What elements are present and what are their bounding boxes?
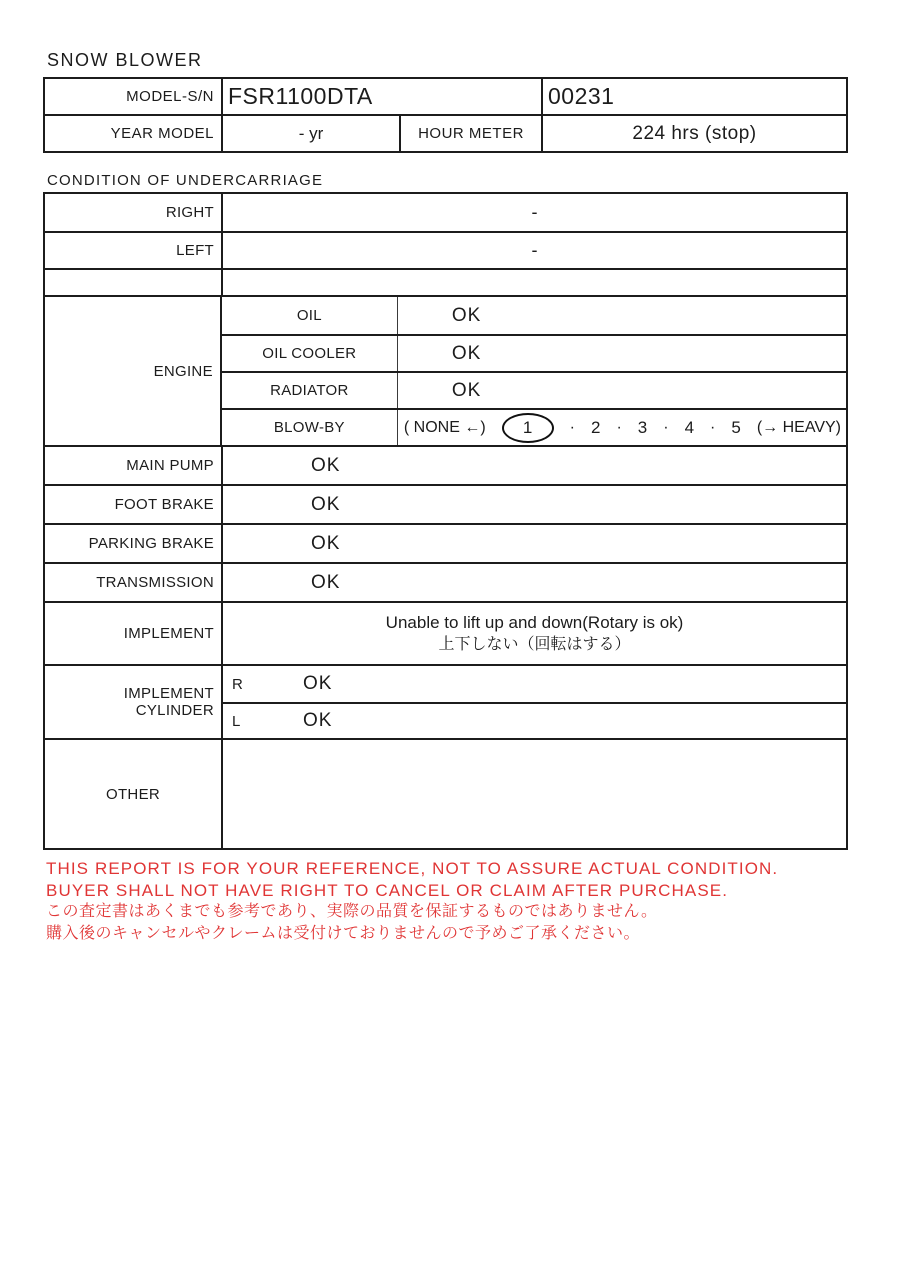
- disclaimer-line-3: この査定書はあくまでも参考であり、実際の品質を保証するものではありません。: [46, 903, 658, 920]
- other-value: [223, 740, 846, 848]
- foot-brake-value: OK: [311, 493, 341, 515]
- spacer-value-cell: [223, 270, 846, 295]
- left-label: LEFT: [45, 233, 223, 268]
- year-model-value: - yr: [223, 116, 401, 151]
- oil-cooler-label: OIL COOLER: [222, 336, 398, 371]
- disclaimer: [46, 858, 778, 944]
- cylinder-r-label: R: [232, 675, 243, 693]
- implement-label: IMPLEMENT: [45, 603, 223, 664]
- undercarriage-section-title: CONDITION OF UNDERCARRIAGE: [47, 172, 324, 189]
- blowby-dot: ·: [710, 418, 716, 436]
- blowby-dot: ·: [569, 418, 575, 436]
- blowby-scale-5: 5: [731, 417, 741, 437]
- left-value-text: -: [531, 240, 538, 260]
- cylinder-r-value: OK: [303, 673, 333, 694]
- table-row-oil: [222, 297, 846, 334]
- disclaimer-line-1: THIS REPORT IS FOR YOUR REFERENCE, NOT TO ASSURE ACTUAL CONDITION.: [46, 859, 779, 878]
- oil-cooler-value: OK: [451, 342, 482, 364]
- table-row: [45, 79, 846, 114]
- table-row-blowby: [222, 408, 846, 445]
- transmission-label: TRANSMISSION: [45, 564, 223, 601]
- model-value: FSR1100DTA: [223, 79, 543, 114]
- spacer-label-cell: [45, 270, 223, 295]
- cylinder-l-label: L: [232, 712, 241, 730]
- oil-label: OIL: [222, 297, 398, 334]
- left-value: [223, 233, 846, 268]
- table-row-implement: [45, 601, 846, 664]
- page-title: SNOW BLOWER: [47, 50, 203, 70]
- parking-brake-label: PARKING BRAKE: [45, 525, 223, 562]
- blowby-label: BLOW-BY: [222, 410, 398, 445]
- serial-number-value: 00231: [548, 83, 615, 109]
- oil-value: OK: [451, 304, 482, 326]
- engine-sub-rows: [222, 297, 846, 445]
- header-table: [43, 77, 848, 153]
- right-label: RIGHT: [45, 194, 223, 231]
- hour-meter-value: 224 hrs (stop): [632, 122, 757, 144]
- parking-brake-value: OK: [311, 532, 341, 554]
- condition-table: [43, 192, 848, 850]
- implement-note-en: Unable to lift up and down(Rotary is ok): [385, 612, 684, 632]
- implement-note-jp: 上下しない（回転はする）: [438, 635, 631, 653]
- main-pump-label: MAIN PUMP: [45, 447, 223, 484]
- implement-cylinder-block: [45, 664, 846, 738]
- hour-meter-label: HOUR METER: [401, 116, 543, 151]
- table-row-transmission: [45, 562, 846, 601]
- disclaimer-line-2: BUYER SHALL NOT HAVE RIGHT TO CANCEL OR CLAIM AFTER PURCHASE.: [46, 880, 729, 900]
- implement-cylinder-label: [45, 666, 223, 738]
- table-row-foot-brake: [45, 484, 846, 523]
- blowby-scale-suffix: (→ HEAVY): [756, 418, 841, 436]
- blowby-scale-2: 2: [590, 417, 601, 437]
- engine-label: ENGINE: [45, 297, 222, 445]
- radiator-label: RADIATOR: [222, 373, 398, 408]
- blowby-dot: ·: [616, 418, 622, 436]
- blowby-scale-prefix: ( NONE ←): [403, 418, 486, 436]
- table-row-parking-brake: [45, 523, 846, 562]
- blowby-scale: [398, 410, 846, 445]
- disclaimer-line-4: 購入後のキャンセルやクレームは受付けておりませんので予めご了承ください。: [46, 924, 641, 942]
- table-row-right: [45, 194, 846, 231]
- table-row-cylinder-l: [223, 702, 846, 738]
- radiator-value: OK: [451, 379, 482, 401]
- table-row-other: [45, 738, 846, 848]
- implement-value: [223, 603, 846, 664]
- model-sn-label: MODEL-S/N: [45, 79, 223, 114]
- engine-block: [45, 295, 846, 445]
- cylinder-l-value: OK: [303, 710, 333, 731]
- cylinder-sub-rows: [223, 666, 846, 738]
- year-model-label: YEAR MODEL: [45, 116, 223, 151]
- blowby-scale-3: 3: [637, 417, 648, 437]
- table-row: [45, 114, 846, 151]
- table-row-cylinder-r: [223, 666, 846, 702]
- table-row-radiator: [222, 371, 846, 408]
- table-row-left: [45, 231, 846, 268]
- implement-cylinder-label-line1: IMPLEMENT: [123, 685, 214, 702]
- foot-brake-label: FOOT BRAKE: [45, 486, 223, 523]
- blowby-dot: ·: [663, 418, 669, 436]
- main-pump-value: OK: [311, 454, 341, 476]
- blowby-scale-4: 4: [684, 417, 695, 437]
- right-value: -: [531, 202, 538, 222]
- transmission-value: OK: [311, 571, 341, 593]
- blowby-selected-circle: 1: [502, 413, 554, 443]
- implement-cylinder-label-line2: CYLINDER: [135, 702, 214, 719]
- table-row-spacer: [45, 268, 846, 295]
- table-row-oil-cooler: [222, 334, 846, 371]
- table-row-main-pump: [45, 445, 846, 484]
- other-label: OTHER: [45, 740, 223, 848]
